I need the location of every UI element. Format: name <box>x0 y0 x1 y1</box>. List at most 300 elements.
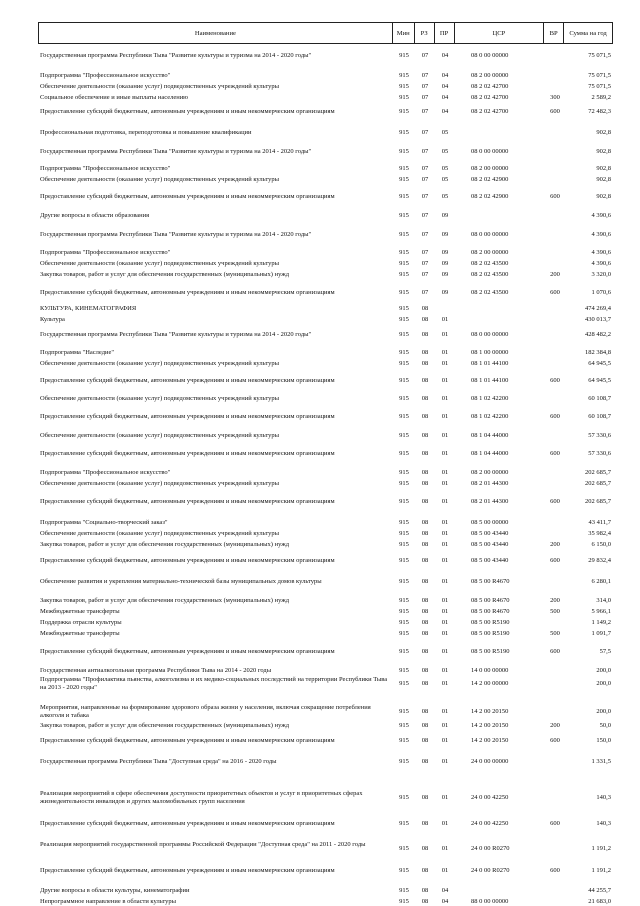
cell-vr <box>545 667 565 675</box>
cell-sum: 474 269,4 <box>585 305 611 312</box>
cell-rz: 07 <box>421 271 429 278</box>
cell-vr <box>545 148 565 156</box>
cell-rz: 08 <box>421 887 429 894</box>
cell-vr: 600 <box>550 377 560 384</box>
header-min: Мин <box>393 23 415 43</box>
cell-pr: 01 <box>441 578 449 585</box>
cell-name: Обеспечение деятельности (оказание услуг) подведомственных учреждений культуры <box>40 83 279 90</box>
cell-pr: 04 <box>441 52 449 59</box>
cell-pr: 04 <box>441 94 449 101</box>
table-row <box>38 83 613 91</box>
table-header <box>38 22 613 44</box>
cell-csr: 08 2 00 00000 <box>471 72 509 79</box>
table-row <box>38 820 613 828</box>
table-row <box>38 619 613 627</box>
cell-min: 915 <box>399 530 409 537</box>
cell-vr: 600 <box>550 193 560 200</box>
cell-rz: 08 <box>421 820 429 827</box>
cell-pr: 09 <box>441 289 449 296</box>
cell-rz: 08 <box>421 708 429 715</box>
cell-rz: 08 <box>421 395 429 402</box>
cell-rz: 07 <box>421 176 429 183</box>
cell-sum: 1 149,2 <box>591 619 611 626</box>
cell-csr: 88 0 00 00000 <box>471 898 509 905</box>
cell-pr: 09 <box>441 260 449 267</box>
cell-csr: 08 0 00 00000 <box>471 231 509 238</box>
cell-rz: 08 <box>421 597 429 604</box>
cell-min: 915 <box>399 898 409 905</box>
cell-name: Обеспечение деятельности (оказание услуг) подведомственных учреждений культуры <box>40 360 279 367</box>
cell-vr <box>545 305 565 313</box>
header-sum: Сумма на год <box>569 29 607 37</box>
cell-vr: 600 <box>550 557 560 564</box>
cell-name: Предоставление субсидий бюджетным, автономным учреждениям и иным некоммерческим организациям <box>40 413 335 420</box>
cell-name: Государственная программа Республики Тыва "Развитие культуры и туризма на 2014 - 2020 годы" <box>40 148 312 155</box>
cell-rz: 08 <box>421 316 429 323</box>
cell-rz: 08 <box>421 667 429 674</box>
cell-csr <box>455 129 545 137</box>
cell-vr <box>545 704 565 720</box>
cell-vr <box>545 83 565 91</box>
cell-pr: 01 <box>441 608 449 615</box>
cell-rz: 08 <box>421 758 429 765</box>
cell-min: 915 <box>399 498 409 505</box>
cell-name: Предоставление субсидий бюджетным, автономным учреждениям и иным некоммерческим организациям <box>40 557 335 564</box>
cell-csr: 08 2 02 43500 <box>471 271 509 278</box>
cell-vr <box>545 349 565 357</box>
cell-sum: 202 685,7 <box>585 480 611 487</box>
cell-min: 915 <box>399 480 409 487</box>
cell-rz: 08 <box>421 432 429 439</box>
cell-name: Подпрограмма "Профессиональное искусство" <box>40 249 171 256</box>
cell-name: Реализация мероприятий в сфере обеспечения доступности приоритетных объектов и услуг в приоритетных сферах жизнедеятельности инвалидов и других маломобильных групп населения <box>40 790 363 806</box>
cell-csr: 08 1 02 42200 <box>471 413 509 420</box>
table-row <box>38 52 613 60</box>
cell-name: Подпрограмма "Профессиональное искусство" <box>40 469 171 476</box>
table-row <box>38 541 613 549</box>
header-name: Наименование <box>39 23 393 43</box>
cell-rz: 07 <box>421 129 429 136</box>
cell-name: Предоставление субсидий бюджетным, автономным учреждениям и иным некоммерческим организациям <box>40 108 335 115</box>
cell-pr: 01 <box>441 349 449 356</box>
cell-sum: 29 832,4 <box>588 557 611 564</box>
table-row <box>38 331 613 339</box>
cell-sum: 5 966,1 <box>591 608 611 615</box>
cell-pr: 04 <box>441 72 449 79</box>
cell-min: 915 <box>399 667 409 674</box>
header-csr: ЦСР <box>455 23 545 43</box>
cell-min: 915 <box>399 129 409 136</box>
cell-sum: 902,8 <box>596 129 611 136</box>
cell-sum: 3 320,0 <box>591 271 611 278</box>
cell-csr: 14 2 00 20150 <box>471 737 509 744</box>
cell-csr: 08 5 00 43440 <box>471 530 509 537</box>
cell-min: 915 <box>399 648 409 655</box>
cell-name: Поддержка отрасли культуры <box>40 619 122 626</box>
cell-pr: 05 <box>441 165 449 172</box>
cell-vr <box>545 395 565 403</box>
cell-csr: 14 2 00 00000 <box>471 680 509 687</box>
table-row <box>38 704 613 720</box>
cell-rz: 08 <box>421 722 429 729</box>
cell-rz: 08 <box>421 608 429 615</box>
cell-rz: 07 <box>421 148 429 155</box>
cell-sum: 200,0 <box>596 667 611 674</box>
table-row <box>38 608 613 616</box>
cell-min: 915 <box>399 887 409 894</box>
cell-pr: 01 <box>441 331 449 338</box>
cell-min: 915 <box>399 360 409 367</box>
table-row <box>38 841 613 853</box>
cell-csr: 08 5 00 R5190 <box>471 619 510 626</box>
cell-sum: 64 945,5 <box>588 377 611 384</box>
cell-name: Закупка товаров, работ и услуг для обеспечения государственных (муниципальных) нужд <box>40 541 290 548</box>
cell-rz: 07 <box>421 231 429 238</box>
table-row <box>38 737 613 745</box>
cell-sum: 6 150,0 <box>591 541 611 548</box>
cell-name: Подпрограмма "Наследие" <box>40 349 115 356</box>
cell-name: Предоставление субсидий бюджетным, автономным учреждениям и иным некоммерческим организациям <box>40 648 335 655</box>
cell-vr <box>545 758 565 766</box>
cell-name: Профессиональная подготовка, переподготовка и повышение квалификации <box>40 129 252 136</box>
cell-rz: 08 <box>421 305 429 312</box>
cell-sum: 57 330,6 <box>588 450 611 457</box>
cell-csr: 24 0 00 42250 <box>471 820 509 827</box>
cell-pr: 01 <box>441 722 449 729</box>
cell-pr: 01 <box>441 820 449 827</box>
cell-pr: 05 <box>441 129 449 136</box>
table-row <box>38 867 613 875</box>
cell-pr: 05 <box>441 193 449 200</box>
table-row <box>38 648 613 656</box>
cell-min: 915 <box>399 165 409 172</box>
cell-min: 915 <box>399 608 409 615</box>
cell-rz: 07 <box>421 260 429 267</box>
cell-vr <box>545 165 565 173</box>
cell-name: Государственная антиалкогольная программа Республики Тыва на 2014 - 2020 годы <box>40 667 272 674</box>
cell-pr: 05 <box>441 176 449 183</box>
cell-vr: 500 <box>550 630 560 637</box>
cell-name: Реализация мероприятий государственной программы Российской Федерации "Доступная среда" на 2011 - 2020 годы <box>40 841 366 848</box>
table-row <box>38 349 613 357</box>
cell-vr: 200 <box>550 271 560 278</box>
cell-csr: 08 0 00 00000 <box>471 148 509 155</box>
cell-rz: 08 <box>421 578 429 585</box>
cell-min: 915 <box>399 316 409 323</box>
cell-rz: 07 <box>421 83 429 90</box>
cell-min: 915 <box>399 557 409 564</box>
table-row <box>38 377 613 385</box>
table-row <box>38 530 613 538</box>
cell-rz: 08 <box>421 680 429 687</box>
cell-name: Предоставление субсидий бюджетным, автономным учреждениям и иным некоммерческим организациям <box>40 737 335 744</box>
cell-name: Предоставление субсидий бюджетным, автономным учреждениям и иным некоммерческим организациям <box>40 450 335 457</box>
table-row <box>38 271 613 279</box>
cell-pr: 01 <box>441 480 449 487</box>
cell-vr: 600 <box>550 413 560 420</box>
cell-min: 915 <box>399 108 409 115</box>
cell-sum: 902,8 <box>596 148 611 155</box>
cell-sum: 1 070,6 <box>591 289 611 296</box>
cell-pr: 01 <box>441 630 449 637</box>
cell-csr: 08 2 01 44300 <box>471 480 509 487</box>
table-row <box>38 249 613 257</box>
table-row <box>38 676 613 692</box>
cell-name: Другие вопросы в области образования <box>40 212 150 219</box>
cell-csr: 08 1 01 44100 <box>471 377 509 384</box>
cell-vr <box>545 360 565 368</box>
cell-sum: 60 108,7 <box>588 413 611 420</box>
cell-sum: 35 982,4 <box>588 530 611 537</box>
cell-csr: 08 1 02 42200 <box>471 395 509 402</box>
cell-csr <box>455 305 545 313</box>
cell-name: Подпрограмма "Профессиональное искусство" <box>40 165 171 172</box>
cell-min: 915 <box>399 72 409 79</box>
cell-pr: 01 <box>441 758 449 765</box>
cell-rz: 08 <box>421 845 429 852</box>
cell-csr: 08 5 00 R4670 <box>471 597 510 604</box>
cell-name: Государственная программа Республики Тыва "Доступная среда" на 2016 - 2020 годы <box>40 758 277 765</box>
cell-sum: 200,0 <box>596 680 611 687</box>
table-row <box>38 395 613 403</box>
cell-rz: 08 <box>421 360 429 367</box>
cell-csr: 08 2 02 42900 <box>471 193 509 200</box>
cell-sum: 75 071,5 <box>588 72 611 79</box>
cell-vr <box>545 841 565 853</box>
cell-pr: 01 <box>441 597 449 604</box>
table-row <box>38 432 613 440</box>
cell-sum: 2 589,2 <box>591 94 611 101</box>
cell-min: 915 <box>399 289 409 296</box>
cell-rz: 08 <box>421 867 429 874</box>
cell-vr: 600 <box>550 498 560 505</box>
cell-min: 915 <box>399 377 409 384</box>
cell-min: 915 <box>399 413 409 420</box>
cell-vr: 600 <box>550 648 560 655</box>
cell-rz: 07 <box>421 193 429 200</box>
cell-rz: 08 <box>421 349 429 356</box>
cell-sum: 314,0 <box>596 597 611 604</box>
cell-csr: 08 2 01 44300 <box>471 498 509 505</box>
cell-vr <box>545 469 565 477</box>
cell-name: Обеспечение деятельности (оказание услуг) подведомственных учреждений культуры <box>40 176 279 183</box>
cell-sum: 430 013,7 <box>585 316 611 323</box>
cell-pr: 01 <box>441 498 449 505</box>
table-row <box>38 597 613 605</box>
cell-min: 915 <box>399 708 409 715</box>
cell-sum: 150,0 <box>596 737 611 744</box>
cell-vr <box>545 676 565 692</box>
cell-vr: 600 <box>550 820 560 827</box>
cell-pr: 04 <box>441 898 449 905</box>
cell-min: 915 <box>399 331 409 338</box>
table-row <box>38 519 613 527</box>
cell-rz: 07 <box>421 165 429 172</box>
cell-pr: 01 <box>441 708 449 715</box>
cell-vr <box>545 578 565 586</box>
cell-min: 915 <box>399 794 409 801</box>
cell-pr: 01 <box>441 794 449 801</box>
cell-pr: 01 <box>441 316 449 323</box>
cell-name: Закупка товаров, работ и услуг для обеспечения государственных (муниципальных) нужд <box>40 271 290 278</box>
cell-min: 915 <box>399 845 409 852</box>
cell-min: 915 <box>399 680 409 687</box>
cell-vr <box>545 129 565 137</box>
cell-csr: 08 1 01 44100 <box>471 360 509 367</box>
cell-sum: 200,0 <box>596 708 611 715</box>
cell-vr <box>545 887 565 895</box>
cell-vr <box>545 530 565 538</box>
cell-vr <box>545 260 565 268</box>
cell-name: Обеспечение деятельности (оказание услуг) подведомственных учреждений культуры <box>40 530 279 537</box>
cell-name: Обеспечение деятельности (оказание услуг) подведомственных учреждений культуры <box>40 260 279 267</box>
cell-min: 915 <box>399 578 409 585</box>
cell-name: Предоставление субсидий бюджетным, автономным учреждениям и иным некоммерческим организациям <box>40 377 335 384</box>
cell-csr: 08 5 00 R4670 <box>471 578 510 585</box>
cell-vr <box>545 52 565 60</box>
cell-csr: 14 0 00 00000 <box>471 667 509 674</box>
cell-vr <box>545 176 565 184</box>
cell-min: 915 <box>399 52 409 59</box>
cell-vr: 600 <box>550 867 560 874</box>
cell-pr: 01 <box>441 619 449 626</box>
cell-name: Предоставление субсидий бюджетным, автономным учреждениям и иным некоммерческим организациям <box>40 289 335 296</box>
cell-pr: 01 <box>441 845 449 852</box>
cell-min: 915 <box>399 867 409 874</box>
cell-sum: 202 685,7 <box>585 469 611 476</box>
cell-sum: 44 255,7 <box>588 887 611 894</box>
table-row <box>38 165 613 173</box>
cell-pr: 01 <box>441 667 449 674</box>
cell-name: Предоставление субсидий бюджетным, автономным учреждениям и иным некоммерческим организациям <box>40 867 335 874</box>
cell-vr: 600 <box>550 108 560 115</box>
cell-csr: 14 2 00 20150 <box>471 708 509 715</box>
cell-min: 915 <box>399 469 409 476</box>
cell-csr: 08 2 02 42700 <box>471 83 509 90</box>
cell-sum: 140,3 <box>596 820 611 827</box>
table-row <box>38 94 613 102</box>
cell-sum: 182 384,8 <box>585 349 611 356</box>
cell-sum: 902,8 <box>596 165 611 172</box>
cell-rz: 08 <box>421 630 429 637</box>
cell-csr: 24 0 00 42250 <box>471 794 509 801</box>
cell-pr: 01 <box>441 432 449 439</box>
cell-csr: 08 5 00 R5190 <box>471 630 510 637</box>
cell-name: Предоставление субсидий бюджетным, автономным учреждениям и иным некоммерческим организациям <box>40 820 335 827</box>
cell-rz: 08 <box>421 498 429 505</box>
cell-name: Подпрограмма "Профессиональное искусство" <box>40 72 171 79</box>
cell-csr: 08 2 02 42700 <box>471 94 509 101</box>
cell-rz: 08 <box>421 450 429 457</box>
cell-pr: 09 <box>441 271 449 278</box>
cell-name: Государственная программа Республики Тыва "Развитие культуры и туризма на 2014 - 2020 годы" <box>40 331 312 338</box>
cell-min: 915 <box>399 271 409 278</box>
cell-min: 915 <box>399 630 409 637</box>
cell-min: 915 <box>399 94 409 101</box>
cell-sum: 75 071,5 <box>588 52 611 59</box>
cell-pr: 01 <box>441 395 449 402</box>
cell-vr <box>545 432 565 440</box>
table-body <box>38 44 613 905</box>
table-row <box>38 758 613 766</box>
cell-sum: 902,8 <box>596 176 611 183</box>
cell-vr <box>545 519 565 527</box>
cell-min: 915 <box>399 432 409 439</box>
table-row <box>38 260 613 268</box>
cell-min: 915 <box>399 395 409 402</box>
table-row <box>38 578 613 586</box>
cell-pr: 09 <box>441 212 449 219</box>
cell-csr: 08 5 00 43440 <box>471 557 509 564</box>
cell-name: Межбюджетные трансферты <box>40 630 120 637</box>
cell-min: 915 <box>399 148 409 155</box>
cell-rz: 08 <box>421 541 429 548</box>
cell-rz: 08 <box>421 331 429 338</box>
cell-min: 915 <box>399 619 409 626</box>
cell-pr: 04 <box>441 83 449 90</box>
cell-pr: 01 <box>441 680 449 687</box>
cell-name: Предоставление субсидий бюджетным, автономным учреждениям и иным некоммерческим организациям <box>40 193 335 200</box>
cell-pr: 01 <box>441 450 449 457</box>
cell-csr: 08 5 00 43440 <box>471 541 509 548</box>
cell-csr: 08 2 00 00000 <box>471 249 509 256</box>
cell-csr: 08 5 00 00000 <box>471 519 509 526</box>
cell-vr <box>545 331 565 339</box>
cell-csr: 14 2 00 20150 <box>471 722 509 729</box>
cell-rz: 08 <box>421 557 429 564</box>
cell-sum: 50,0 <box>599 722 611 729</box>
cell-sum: 64 945,5 <box>588 360 611 367</box>
table-row <box>38 193 613 201</box>
table-row <box>38 887 613 895</box>
cell-name: Непрограммное направление в области культуры <box>40 898 177 905</box>
table-row <box>38 450 613 458</box>
cell-rz: 08 <box>421 413 429 420</box>
cell-rz: 08 <box>421 648 429 655</box>
cell-sum: 1 331,5 <box>591 758 611 765</box>
cell-csr: 08 2 02 42700 <box>471 108 509 115</box>
cell-min: 915 <box>399 212 409 219</box>
cell-name: Обеспечение деятельности (оказание услуг) подведомственных учреждений культуры <box>40 432 279 439</box>
cell-pr: 01 <box>441 469 449 476</box>
cell-csr: 08 0 00 00000 <box>471 52 509 59</box>
cell-vr: 300 <box>550 94 560 101</box>
cell-sum: 72 482,3 <box>588 108 611 115</box>
cell-csr: 24 0 00 R0270 <box>471 845 510 852</box>
table-row <box>38 790 613 806</box>
cell-min: 915 <box>399 519 409 526</box>
cell-pr: 01 <box>441 648 449 655</box>
cell-csr: 08 5 00 R4670 <box>471 608 510 615</box>
cell-csr: 24 0 00 R0270 <box>471 867 510 874</box>
cell-sum: 4 390,6 <box>591 212 611 219</box>
cell-rz: 08 <box>421 480 429 487</box>
cell-name: Подпрограмма "Социально-творческий заказ" <box>40 519 168 526</box>
cell-pr: 01 <box>441 360 449 367</box>
cell-min: 915 <box>399 231 409 238</box>
cell-sum: 202 685,7 <box>585 498 611 505</box>
cell-pr: 04 <box>441 108 449 115</box>
cell-csr: 08 2 00 00000 <box>471 165 509 172</box>
cell-vr: 500 <box>550 608 560 615</box>
table-row <box>38 129 613 137</box>
cell-vr <box>545 72 565 80</box>
table-row <box>38 722 613 730</box>
table-row <box>38 72 613 80</box>
cell-min: 915 <box>399 541 409 548</box>
cell-rz: 08 <box>421 737 429 744</box>
cell-name: Межбюджетные трансферты <box>40 608 120 615</box>
